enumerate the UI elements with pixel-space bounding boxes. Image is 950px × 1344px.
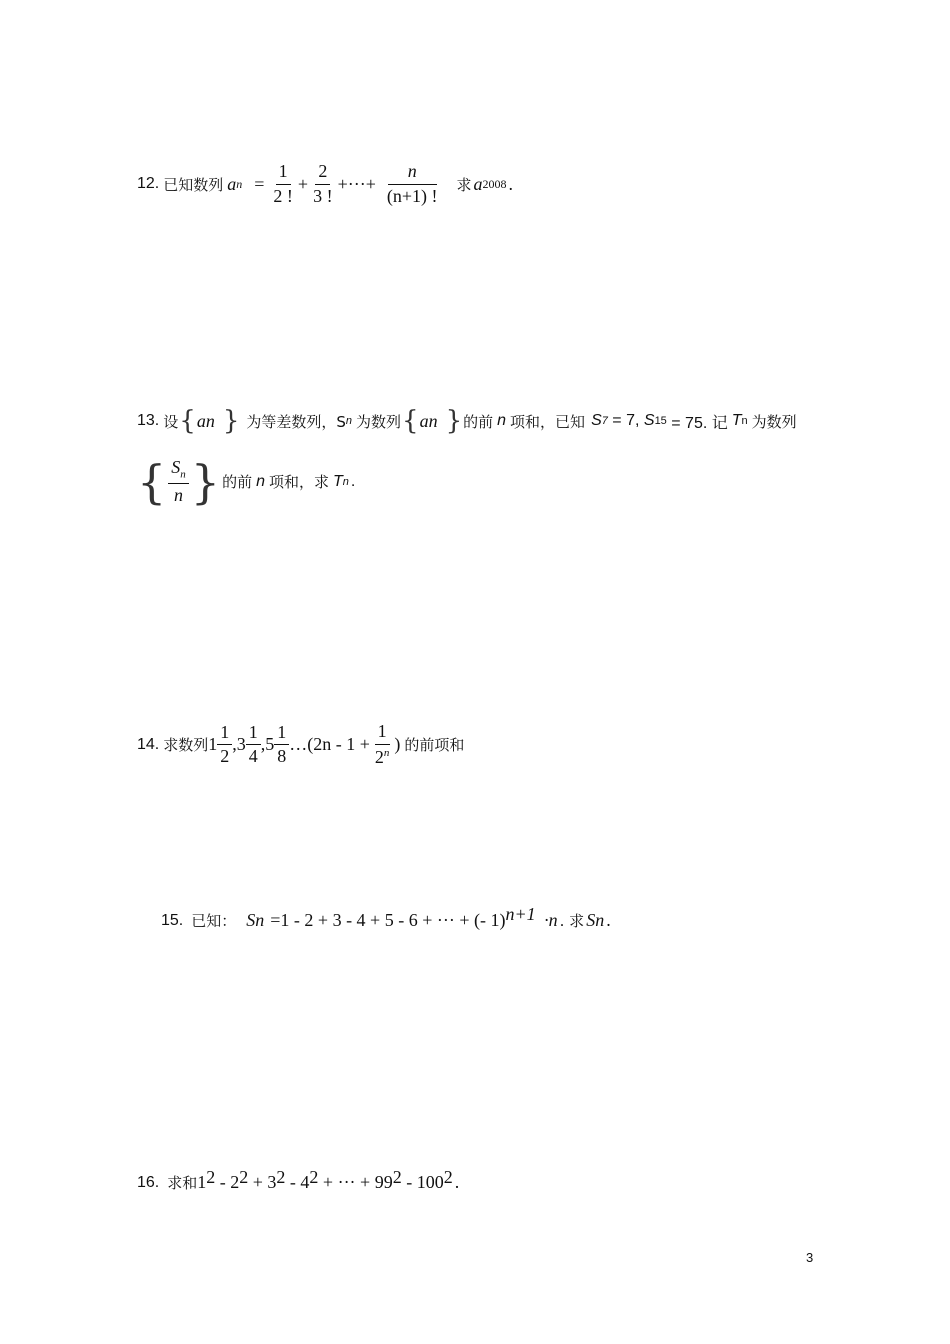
term: - 2: [215, 1172, 240, 1192]
problem-text: 的前项和: [404, 736, 465, 755]
problem-text: 求和: [167, 1174, 198, 1192]
problem-14: [137, 722, 464, 768]
exponent: 2: [443, 1167, 453, 1187]
exponent: n+1: [505, 904, 536, 924]
var-s: S: [591, 412, 602, 429]
numerator: 1: [217, 723, 232, 746]
problem-text: 求: [456, 175, 472, 194]
problem-13: [137, 406, 797, 436]
subscript: n: [741, 415, 748, 427]
subscript: n: [595, 910, 605, 930]
var-s: S: [171, 457, 181, 477]
numerator: 1: [276, 162, 291, 185]
series-tail: ·n: [539, 910, 558, 930]
page-number: 3: [806, 1250, 814, 1265]
brace-open: {: [179, 406, 196, 436]
numerator: 1: [246, 723, 261, 746]
fraction: [270, 162, 296, 207]
subscript: n: [236, 176, 243, 191]
problem-number: 16.: [137, 1173, 160, 1191]
denominator: (n+1) !: [386, 185, 438, 206]
problem-number: 14.: [137, 735, 160, 753]
exponent: 2: [239, 1167, 249, 1187]
term: 1: [197, 1172, 207, 1192]
whole-number: 1: [208, 734, 218, 755]
numerator: 2: [315, 162, 330, 185]
general-term: …(2n - 1 +: [289, 734, 370, 755]
exponent: 2: [309, 1167, 319, 1187]
problem-text: 项和，求: [268, 473, 329, 492]
value: = 75. 记: [666, 414, 728, 432]
exponent: n: [383, 746, 390, 759]
problem-text: . 求: [559, 912, 585, 930]
problem-number: 15.: [161, 911, 184, 929]
subscript: 7: [601, 415, 608, 427]
numerator: 1: [375, 722, 390, 745]
plus: +: [297, 173, 309, 194]
denominator: 2: [220, 746, 230, 767]
problem-text: 已知：: [191, 912, 237, 930]
denominator: n: [174, 484, 184, 505]
close-paren: ): [394, 734, 401, 755]
brace-open: {: [137, 454, 167, 509]
subscript: n: [345, 415, 353, 427]
problem-text: 的前: [222, 473, 253, 492]
var-s: S: [643, 412, 655, 429]
fraction: [372, 722, 393, 768]
series-expression: =1 - 2 + 3 - 4 + 5 - 6 + ··· + (- 1): [270, 910, 506, 930]
subscript: n: [342, 475, 349, 488]
fraction: [384, 162, 441, 207]
var-n: n: [256, 472, 265, 490]
problem-text: 求数列: [163, 736, 209, 755]
fraction: [310, 162, 336, 207]
problem-number: 12.: [137, 175, 160, 193]
problem-text: 为数列: [356, 412, 402, 431]
var-a: a: [473, 173, 483, 194]
subscript: 15: [654, 415, 667, 427]
numerator: [168, 458, 189, 484]
problem-text: 的前: [463, 412, 494, 431]
var-t: T: [333, 472, 343, 490]
period: .: [350, 472, 356, 490]
ellipsis: +···+: [337, 173, 376, 194]
denominator: 4: [248, 746, 258, 767]
denominator: 2 !: [273, 185, 293, 206]
term: + 3: [248, 1172, 277, 1192]
fraction: [217, 723, 232, 768]
problem-15: [161, 904, 611, 931]
problem-text: 为数列: [751, 412, 797, 431]
subscript: n: [428, 410, 438, 431]
period: .: [508, 173, 514, 194]
problem-text: 项和，已知: [510, 412, 586, 431]
brace-close: }: [190, 454, 221, 509]
exponent: 2: [276, 1167, 286, 1187]
problem-text: 设: [163, 412, 179, 431]
problem-number: 13.: [137, 412, 160, 429]
term: - 100: [401, 1172, 444, 1192]
var-n: n: [497, 412, 507, 429]
problem-12: [137, 162, 513, 207]
base: 2: [374, 746, 384, 767]
brace-open: {: [402, 406, 419, 436]
denominator: 8: [277, 746, 287, 767]
numerator: n: [388, 162, 437, 185]
subscript: n: [255, 910, 265, 930]
subscript: n: [205, 410, 215, 431]
whole-number: ,3: [232, 734, 246, 755]
problem-text: 为等差数列，S: [246, 412, 346, 431]
numerator: 1: [274, 723, 289, 746]
fraction: [246, 723, 261, 768]
denominator: [372, 745, 393, 768]
fraction: [274, 723, 289, 768]
period: .: [454, 1172, 460, 1192]
denominator: 3 !: [313, 185, 333, 206]
var-a: a: [227, 173, 237, 194]
var-a: a: [419, 410, 429, 431]
var-t: T: [731, 412, 742, 429]
var-a: a: [196, 410, 206, 431]
exponent: 2: [206, 1167, 216, 1187]
equals: =: [254, 173, 265, 194]
term: - 4: [285, 1172, 310, 1192]
problem-16: [137, 1167, 460, 1193]
var-s: S: [586, 910, 596, 930]
subscript: n: [180, 468, 186, 481]
problem-text: 已知数列: [163, 175, 224, 194]
brace-close: }: [445, 406, 463, 436]
brace-close: }: [222, 406, 240, 436]
period: .: [606, 910, 611, 930]
fraction: [168, 458, 189, 505]
term: + ··· + 99: [318, 1172, 393, 1192]
var-s: S: [246, 910, 256, 930]
problem-13-line-2: [137, 454, 356, 509]
exponent: 2: [392, 1167, 402, 1187]
subscript: 2008: [482, 176, 507, 191]
whole-number: ,5: [260, 734, 275, 755]
value: = 7,: [607, 412, 644, 429]
